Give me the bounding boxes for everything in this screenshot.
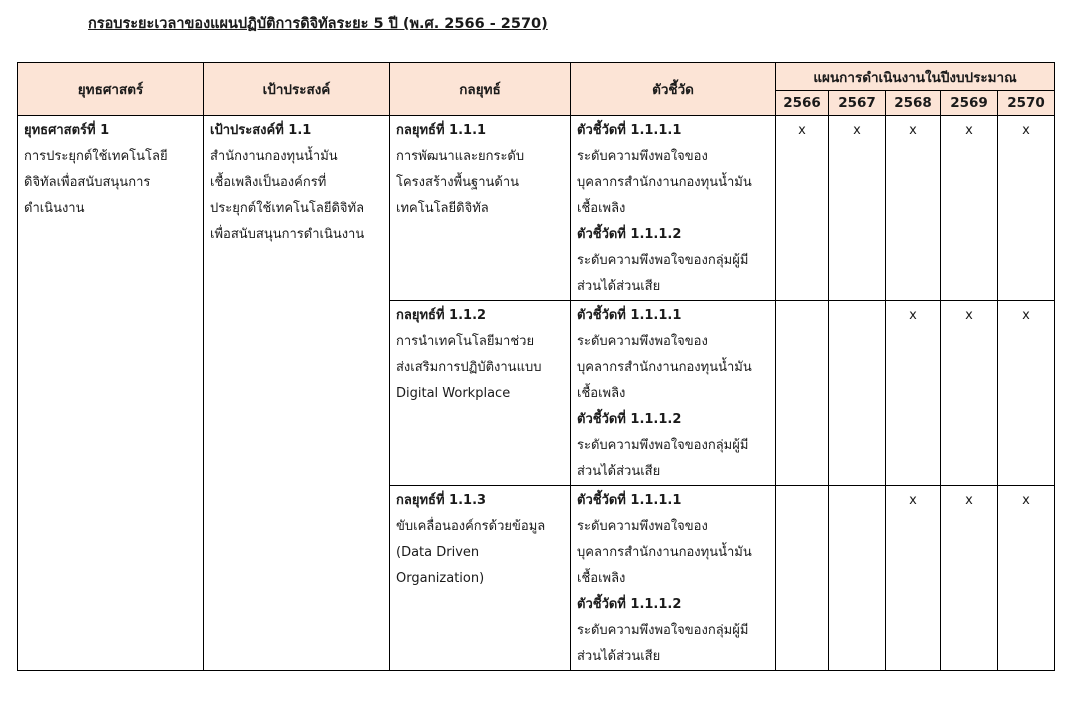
document-title: กรอบระยะเวลาของแผนปฏิบัติการดิจิทัลระยะ 5 ปี (พ.ศ. 2566 - 2570) bbox=[88, 16, 548, 32]
indicator-cell bbox=[571, 486, 776, 671]
indicator-label: ตัวชี้วัดที่ 1.1.1.2 bbox=[577, 597, 682, 612]
header-objective: เป้าประสงค์ bbox=[204, 63, 390, 116]
year-mark: x bbox=[941, 301, 998, 486]
indicator-label: ตัวชี้วัดที่ 1.1.1.1 bbox=[577, 123, 682, 138]
year-mark bbox=[776, 486, 829, 671]
strategy-label: ยุทธศาสตร์ที่ 1 bbox=[24, 123, 110, 138]
header-year: 2568 bbox=[886, 91, 941, 116]
year-mark: x bbox=[776, 116, 829, 301]
indicator-text: ระดับความพึงพอใจของกลุ่มผู้มี ส่วนได้ส่วนเสีย bbox=[577, 438, 749, 479]
year-mark: x bbox=[998, 301, 1055, 486]
tactic-cell bbox=[390, 116, 571, 301]
tactic-cell bbox=[390, 486, 571, 671]
tactic-label: กลยุทธ์ที่ 1.1.3 bbox=[396, 493, 487, 508]
indicator-text: ระดับความพึงพอใจของ บุคลากรสำนักงานกองทุนน้ำมัน เชื้อเพลิง bbox=[577, 334, 752, 401]
header-tactic: กลยุทธ์ bbox=[390, 63, 571, 116]
digital-plan-table bbox=[17, 62, 1055, 671]
strategy-text: การประยุกต์ใช้เทคโนโลยี ดิจิทัลเพื่อสนับสนุนการ ดำเนินงาน bbox=[24, 149, 168, 216]
header-plan: แผนการดำเนินงานในปีงบประมาณ bbox=[776, 63, 1055, 91]
year-mark: x bbox=[829, 116, 886, 301]
indicator-label: ตัวชี้วัดที่ 1.1.1.2 bbox=[577, 227, 682, 242]
objective-cell bbox=[204, 116, 390, 671]
tactic-label: กลยุทธ์ที่ 1.1.1 bbox=[396, 123, 487, 138]
indicator-cell bbox=[571, 116, 776, 301]
indicator-label: ตัวชี้วัดที่ 1.1.1.1 bbox=[577, 493, 682, 508]
indicator-text: ระดับความพึงพอใจของกลุ่มผู้มี ส่วนได้ส่วนเสีย bbox=[577, 623, 749, 664]
objective-label: เป้าประสงค์ที่ 1.1 bbox=[210, 123, 312, 138]
year-mark: x bbox=[941, 486, 998, 671]
header-year: 2569 bbox=[941, 91, 998, 116]
indicator-text: ระดับความพึงพอใจของ บุคลากรสำนักงานกองทุนน้ำมัน เชื้อเพลิง bbox=[577, 149, 752, 216]
year-mark: x bbox=[941, 116, 998, 301]
strategy-cell bbox=[18, 116, 204, 671]
header-strategy: ยุทธศาสตร์ bbox=[18, 63, 204, 116]
tactic-text: การนำเทคโนโลยีมาช่วย ส่งเสริมการปฏิบัติงานแบบ Digital Workplace bbox=[396, 334, 542, 401]
tactic-label: กลยุทธ์ที่ 1.1.2 bbox=[396, 308, 487, 323]
header-year: 2567 bbox=[829, 91, 886, 116]
header-indicator: ตัวชี้วัด bbox=[571, 63, 776, 116]
year-mark: x bbox=[998, 486, 1055, 671]
year-mark: x bbox=[886, 301, 941, 486]
indicator-text: ระดับความพึงพอใจของ บุคลากรสำนักงานกองทุนน้ำมัน เชื้อเพลิง bbox=[577, 519, 752, 586]
indicator-cell bbox=[571, 301, 776, 486]
year-mark: x bbox=[998, 116, 1055, 301]
year-mark bbox=[776, 301, 829, 486]
indicator-label: ตัวชี้วัดที่ 1.1.1.1 bbox=[577, 308, 682, 323]
header-year: 2566 bbox=[776, 91, 829, 116]
objective-text: สำนักงานกองทุนน้ำมัน เชื้อเพลิงเป็นองค์กรที่ ประยุกต์ใช้เทคโนโลยีดิจิทัล เพื่อสนับสนุนการดำเนินงาน bbox=[210, 149, 365, 242]
year-mark bbox=[829, 486, 886, 671]
indicator-label: ตัวชี้วัดที่ 1.1.1.2 bbox=[577, 412, 682, 427]
tactic-cell bbox=[390, 301, 571, 486]
year-mark bbox=[829, 301, 886, 486]
year-mark: x bbox=[886, 116, 941, 301]
tactic-text: ขับเคลื่อนองค์กรด้วยข้อมูล (Data Driven Organization) bbox=[396, 519, 546, 586]
header-year: 2570 bbox=[998, 91, 1055, 116]
year-mark: x bbox=[886, 486, 941, 671]
table-row bbox=[18, 116, 1055, 301]
indicator-text: ระดับความพึงพอใจของกลุ่มผู้มี ส่วนได้ส่วนเสีย bbox=[577, 253, 749, 294]
tactic-text: การพัฒนาและยกระดับ โครงสร้างพื้นฐานด้าน เทคโนโลยีดิจิทัล bbox=[396, 149, 525, 216]
